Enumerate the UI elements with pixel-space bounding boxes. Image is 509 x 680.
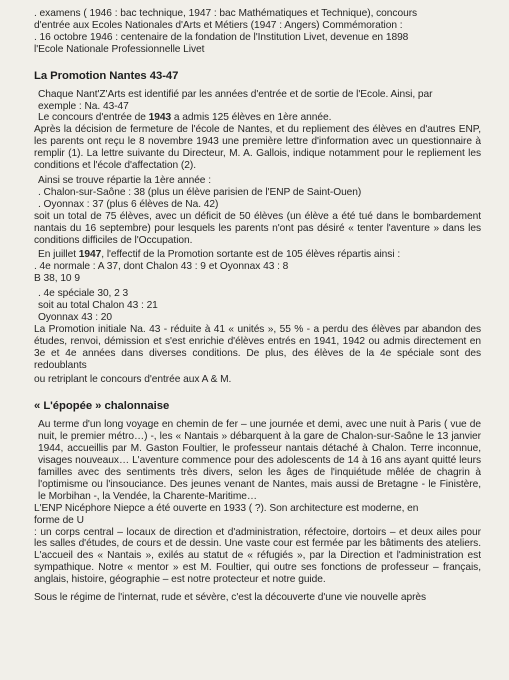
year-1943: 1943	[148, 112, 172, 124]
repartition-line-1: Ainsi se trouve répartie la 1ère année :	[38, 174, 211, 186]
paragraph-fermeture: Après la décision de fermeture de l'école de Nantes, et du repliement des élèves en d'autres ENP, les parents ont reçu le 8 novembre 1943 une première lettre d'information avec un questionnaire à remplir (1). La lettre suivante du Directeur, M. A. Gallois, indique notamment pour le repliement les conditions et l'école d'affectation (2).	[34, 124, 481, 172]
paragraph-internat: Sous le régime de l'internat, rude et sévère, c'est la découverte d'une vie nouvelle après	[34, 592, 427, 604]
section-heading-epopee: « L'épopée » chalonnaise	[34, 400, 170, 413]
intro-line-2: d'entrée aux Ecoles Nationales d'Arts et Métiers (1947 : Angers) Commémoration :	[34, 19, 403, 31]
paragraph-concours: Le concours d'entrée de 1943 a admis 125 élèves en 1ère année.	[38, 112, 332, 124]
intro-line-3: . 16 octobre 1946 : centenaire de la fondation de l'Institution Livet, devenue en 1898	[34, 31, 409, 43]
speciale-line-2: soit au total Chalon 43 : 21	[38, 300, 158, 312]
paragraph-enp-l2: forme de U	[34, 514, 84, 526]
repartition-line-3: . Oyonnax : 37 (plus 6 élèves de Na. 42)	[38, 198, 219, 210]
year-1947: 1947	[78, 249, 102, 261]
speciale-line-1: . 4e spéciale 30, 2 3	[38, 288, 129, 300]
paragraph-enp-l1: L'ENP Nicéphore Niepce a été ouverte en 1933 ( ?). Son architecture est moderne, en	[34, 502, 419, 514]
effectif-line-3: B 38, 10 9	[34, 273, 80, 285]
intro-line-4: l'Ecole Nationale Professionnelle Livet	[34, 43, 205, 55]
paragraph-promotion-initiale: La Promotion initiale Na. 43 - réduite à 41 « unités », 55 % - a perdu des élèves par abandon des études, renvoi, démission et s'est enrichie d'élèves entrés en 1941, 1942 ou admis directement en 3e et 4e années dans diverses conditions. De plus, des élèves de la 4e spéciale sont des redoublants	[34, 323, 481, 371]
paragraph-identification-l2: exemple : Na. 43-47	[38, 100, 129, 112]
paragraph-retriplant: ou retriplant le concours d'entrée aux A & M.	[34, 374, 232, 386]
section-heading-promotion: La Promotion Nantes 43-47	[34, 69, 179, 82]
intro-line-1: . examens ( 1946 : bac technique, 1947 : bac Mathématiques et Technique), concours	[34, 8, 418, 19]
paragraph-total: soit un total de 75 élèves, avec un déficit de 50 élèves (un élève a été tué dans le bombardement nantais du 16 septembre) pour lesquels les parents n'ont pas désiré « tenter l'aventure » dans les conditions difficiles de l'Occupation.	[34, 210, 481, 246]
speciale-line-3: Oyonnax 43 : 20	[38, 311, 113, 323]
paragraph-juillet: En juillet 1947, l'effectif de la Promotion sortante est de 105 élèves répartis ainsi :	[38, 249, 401, 261]
paragraph-identification-l1: Chaque Nant'Z'Arts est identifié par les années d'entrée et de sortie de l'Ecole. Ainsi, par	[38, 88, 433, 100]
paragraph-architecture: : un corps central – locaux de direction et d'administration, réfectoire, dortoirs – et deux ailes pour les salles d'études, de cours et de dessin. Une vaste cour est fermée par les bâtiments des ateliers. L'accueil des « Nantais », exilés au statut de « réfugiés », par la Direction et l'administration est sympathique. Notre « mentor » est M. Foultier, qui outre ses fonctions de professeur – français, anglais, histoire, géographie – est notre protecteur et notre guide.	[34, 526, 481, 586]
paragraph-voyage: Au terme d'un long voyage en chemin de fer – une journée et demi, avec une nuit à Paris ( vue de nuit, le premier métro…) -, les « Nantais » débarquent à la gare de Chalon-sur-Saône le 13 janvier 1944, accueillis par M. Gaston Foultier, le professeur nantais détaché à Chalon. Terre inconnue, visages nouveaux… L'aventure commence pour des adolescents de 14 à 16 ans ayant quitté leurs familles avec des sentiments très divers, selon les âges de l'inquiétude mêlée de chagrin à l'optimisme ou l'insouciance. Des jeunes venant de Nantes, mais aussi de Bretagne - le Finistère, le Morbihan -, la Vendée, la Charente-Maritime…	[38, 419, 481, 502]
effectif-line-2: . 4e normale : A 37, dont Chalon 43 : 9 et Oyonnax 43 : 8	[34, 261, 289, 273]
repartition-line-2: . Chalon-sur-Saône : 38 (plus un élève parisien de l'ENP de Saint-Ouen)	[38, 186, 362, 198]
